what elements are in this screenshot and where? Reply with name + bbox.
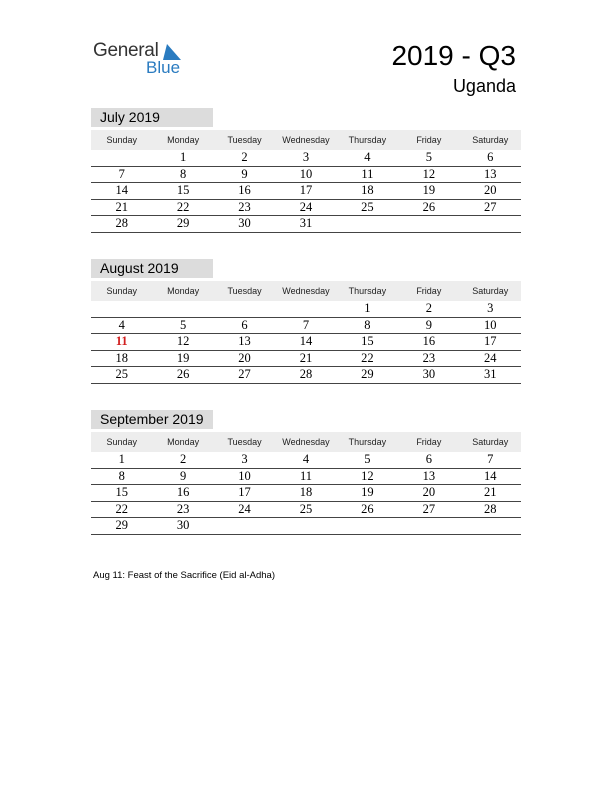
weekday-label: Thursday (337, 281, 398, 301)
day-cell: 11 (275, 468, 336, 485)
day-cell: 8 (152, 166, 213, 183)
day-cell: 12 (398, 166, 459, 183)
day-cell: 20 (214, 350, 275, 367)
weekday-label: Monday (152, 130, 213, 150)
weekday-label: Saturday (460, 130, 521, 150)
day-cell: 7 (275, 317, 336, 334)
day-cell: 27 (398, 501, 459, 518)
day-cell: 28 (275, 367, 336, 384)
day-cell: 24 (275, 199, 336, 216)
day-cell (91, 150, 152, 166)
day-cell: 2 (398, 301, 459, 317)
day-cell: 23 (214, 199, 275, 216)
week-row (91, 452, 521, 468)
day-cell (337, 216, 398, 233)
day-cell: 4 (275, 452, 336, 468)
weekday-label: Tuesday (214, 432, 275, 452)
weekday-label: Wednesday (275, 281, 336, 301)
day-cell: 17 (214, 485, 275, 502)
day-cell: 1 (337, 301, 398, 317)
week-row (91, 468, 521, 485)
week-row (91, 501, 521, 518)
month-title: July 2019 (91, 108, 213, 127)
weekday-header-row (91, 432, 521, 452)
day-cell (275, 518, 336, 535)
day-cell: 18 (91, 350, 152, 367)
weekday-label: Tuesday (214, 130, 275, 150)
week-row (91, 301, 521, 317)
day-cell: 13 (460, 166, 521, 183)
day-cell: 4 (337, 150, 398, 166)
day-cell (275, 301, 336, 317)
day-cell: 10 (275, 166, 336, 183)
week-row (91, 199, 521, 216)
holiday-note: Aug 11: Feast of the Sacrifice (Eid al-Adha) (93, 570, 275, 581)
day-cell: 26 (152, 367, 213, 384)
day-cell: 3 (460, 301, 521, 317)
day-cell: 15 (152, 183, 213, 200)
weekday-label: Thursday (337, 432, 398, 452)
day-cell: 3 (275, 150, 336, 166)
day-cell: 9 (398, 317, 459, 334)
day-cell: 17 (460, 334, 521, 351)
day-cell: 23 (152, 501, 213, 518)
day-cell: 26 (398, 199, 459, 216)
day-cell: 18 (275, 485, 336, 502)
day-cell: 8 (91, 468, 152, 485)
day-cell: 29 (337, 367, 398, 384)
day-cell: 7 (460, 452, 521, 468)
month-block-august (91, 259, 521, 384)
day-cell (398, 216, 459, 233)
day-cell: 14 (460, 468, 521, 485)
day-cell: 4 (91, 317, 152, 334)
day-cell: 30 (152, 518, 213, 535)
weekday-label: Thursday (337, 130, 398, 150)
day-cell: 22 (91, 501, 152, 518)
day-cell: 1 (91, 452, 152, 468)
week-row (91, 350, 521, 367)
day-cell: 6 (214, 317, 275, 334)
month-block-september (91, 410, 521, 535)
day-cell: 28 (460, 501, 521, 518)
day-cell: 29 (152, 216, 213, 233)
day-cell: 31 (275, 216, 336, 233)
weekday-header-row (91, 281, 521, 301)
day-cell: 19 (152, 350, 213, 367)
weekday-label: Saturday (460, 281, 521, 301)
weekday-label: Tuesday (214, 281, 275, 301)
day-cell: 14 (275, 334, 336, 351)
week-row (91, 485, 521, 502)
logo-blue-text: Blue (146, 58, 181, 77)
weekday-header-row (91, 130, 521, 150)
week-row (91, 216, 521, 233)
calendar-table (91, 432, 521, 535)
week-row (91, 166, 521, 183)
day-cell: 22 (152, 199, 213, 216)
week-row (91, 183, 521, 200)
day-cell: 15 (337, 334, 398, 351)
weekday-label: Friday (398, 130, 459, 150)
day-cell: 23 (398, 350, 459, 367)
day-cell (337, 518, 398, 535)
day-cell: 25 (91, 367, 152, 384)
weekday-label: Wednesday (275, 130, 336, 150)
month-block-july (91, 108, 521, 233)
day-cell: 27 (214, 367, 275, 384)
day-cell: 30 (214, 216, 275, 233)
day-cell: 5 (337, 452, 398, 468)
day-cell: 12 (152, 334, 213, 351)
day-cell: 24 (460, 350, 521, 367)
day-cell: 19 (398, 183, 459, 200)
day-cell: 21 (460, 485, 521, 502)
weekday-label: Saturday (460, 432, 521, 452)
day-cell: 31 (460, 367, 521, 384)
day-cell: 30 (398, 367, 459, 384)
day-cell: 25 (337, 199, 398, 216)
day-cell: 8 (337, 317, 398, 334)
month-title: September 2019 (91, 410, 213, 429)
day-cell: 27 (460, 199, 521, 216)
day-cell: 10 (214, 468, 275, 485)
week-row (91, 518, 521, 535)
day-cell: 21 (91, 199, 152, 216)
weekday-label: Friday (398, 281, 459, 301)
day-cell: 5 (398, 150, 459, 166)
day-cell: 10 (460, 317, 521, 334)
day-cell (460, 518, 521, 535)
weekday-label: Friday (398, 432, 459, 452)
day-cell: 16 (152, 485, 213, 502)
day-cell: 11 (337, 166, 398, 183)
day-cell: 25 (275, 501, 336, 518)
day-cell: 21 (275, 350, 336, 367)
day-cell: 2 (214, 150, 275, 166)
day-cell: 12 (337, 468, 398, 485)
weekday-label: Wednesday (275, 432, 336, 452)
day-cell (398, 518, 459, 535)
day-cell: 18 (337, 183, 398, 200)
day-cell: 26 (337, 501, 398, 518)
weekday-label: Monday (152, 432, 213, 452)
day-cell: 11 (91, 334, 152, 351)
day-cell: 7 (91, 166, 152, 183)
day-cell: 14 (91, 183, 152, 200)
day-cell: 2 (152, 452, 213, 468)
day-cell: 19 (337, 485, 398, 502)
weekday-label: Monday (152, 281, 213, 301)
day-cell (460, 216, 521, 233)
day-cell: 20 (460, 183, 521, 200)
day-cell: 17 (275, 183, 336, 200)
day-cell: 3 (214, 452, 275, 468)
page-title: 2019 - Q3 (391, 40, 516, 71)
day-cell: 13 (398, 468, 459, 485)
day-cell: 15 (91, 485, 152, 502)
day-cell (214, 518, 275, 535)
day-cell: 16 (398, 334, 459, 351)
week-row (91, 317, 521, 334)
week-row (91, 367, 521, 384)
day-cell (91, 301, 152, 317)
weekday-label: Sunday (91, 281, 152, 301)
day-cell: 13 (214, 334, 275, 351)
day-cell: 1 (152, 150, 213, 166)
day-cell: 29 (91, 518, 152, 535)
day-cell: 22 (337, 350, 398, 367)
calendar-table (91, 130, 521, 233)
day-cell: 16 (214, 183, 275, 200)
weekday-label: Sunday (91, 130, 152, 150)
day-cell: 28 (91, 216, 152, 233)
logo-general-text: General (93, 40, 159, 61)
week-row (91, 150, 521, 166)
day-cell: 24 (214, 501, 275, 518)
day-cell: 6 (460, 150, 521, 166)
calendar-table (91, 281, 521, 384)
day-cell (214, 301, 275, 317)
logo (93, 40, 193, 80)
day-cell: 9 (152, 468, 213, 485)
day-cell: 5 (152, 317, 213, 334)
week-row (91, 334, 521, 351)
day-cell (152, 301, 213, 317)
day-cell: 20 (398, 485, 459, 502)
day-cell: 9 (214, 166, 275, 183)
day-cell: 6 (398, 452, 459, 468)
month-title: August 2019 (91, 259, 213, 278)
weekday-label: Sunday (91, 432, 152, 452)
country-name: Uganda (452, 76, 516, 96)
